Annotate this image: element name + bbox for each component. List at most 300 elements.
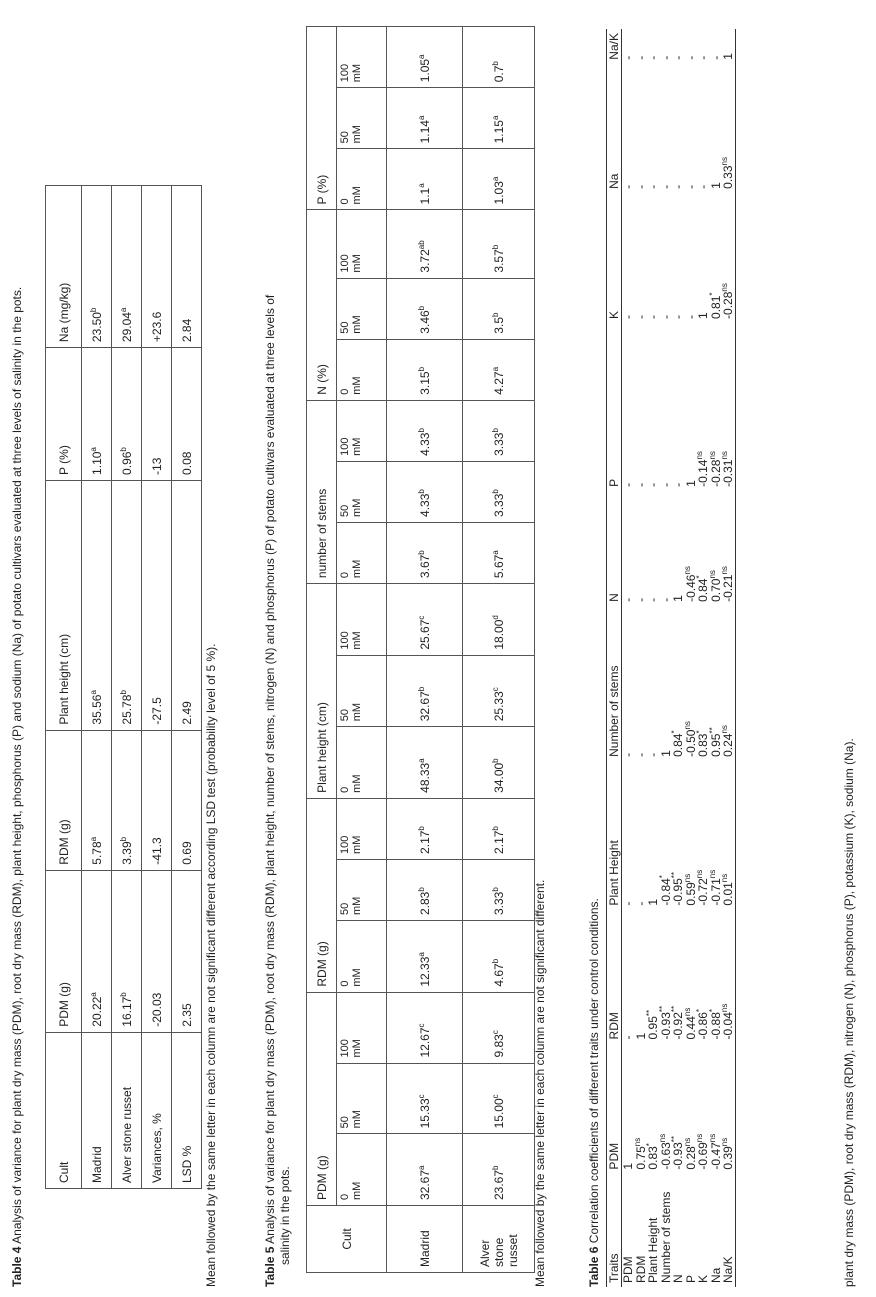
cell-value: -	[683, 314, 698, 319]
cell-superscript: b	[490, 758, 500, 763]
level-unit: mM	[351, 1039, 363, 1058]
table6-cell	[685, 193, 698, 323]
cell-value: -0.84	[658, 878, 673, 906]
table5-cell	[463, 27, 535, 88]
cell-superscript: ns	[657, 1133, 667, 1143]
cell-value: 29.04	[119, 312, 134, 343]
table6-cell	[647, 606, 660, 761]
table4-cell	[142, 730, 172, 870]
level-unit: mM	[351, 63, 363, 83]
table4-cell	[172, 480, 202, 730]
cell-superscript: b	[416, 489, 426, 494]
cell-value: 34.00	[491, 762, 506, 793]
table4-row-label: LSD %	[172, 1032, 202, 1188]
table4-row	[82, 186, 112, 1189]
cell-value: 0.83	[646, 1146, 660, 1170]
table6-cell	[722, 606, 735, 761]
cell-value: 1.1	[417, 187, 432, 205]
table5-level-header	[337, 1063, 387, 1134]
cell-superscript: a	[490, 550, 500, 555]
cell-value: -	[683, 184, 698, 189]
table6-cell	[622, 910, 635, 1044]
cell-value: -	[696, 55, 710, 60]
table5-cell	[387, 859, 463, 920]
cell-value: 23.67	[491, 1169, 506, 1200]
cell-value: -0.72	[696, 878, 710, 906]
cell-superscript: c	[416, 1023, 426, 1028]
cell-value: -	[633, 55, 648, 60]
table5-cell	[463, 921, 535, 993]
cell-superscript: b	[416, 887, 426, 892]
cell-value: 4.33	[417, 432, 432, 456]
level-unit: mM	[351, 315, 363, 334]
table4-cell	[82, 348, 112, 481]
cell-superscript: b	[416, 366, 426, 372]
cell-value: 1	[621, 1162, 635, 1170]
table5-cell	[463, 400, 535, 461]
level-value: 50	[339, 709, 351, 722]
cell-value: -	[671, 184, 685, 189]
table6-row-label: P	[683, 1274, 698, 1283]
cell-superscript: **	[670, 1135, 679, 1143]
table6-cell	[635, 193, 648, 323]
level-unit: mM	[351, 774, 363, 793]
table6-row	[660, 29, 673, 1287]
level-value: 0	[339, 1193, 351, 1200]
cell-value: 0.95	[646, 1016, 660, 1040]
table6-cell	[672, 64, 685, 193]
table6-cell	[697, 64, 710, 193]
table4-header-cell: Cult	[46, 1032, 82, 1188]
table5-cell	[463, 88, 535, 149]
table5-level-header	[337, 584, 387, 656]
level-value: 50	[339, 504, 351, 517]
cell-superscript: c	[490, 1094, 500, 1099]
cell-superscript: ns	[682, 873, 692, 883]
cell-value: 16.17	[119, 996, 134, 1027]
cell-value: -	[658, 55, 673, 60]
cell-value: -0.50	[683, 729, 698, 757]
table4-cell	[112, 348, 142, 481]
cell-value: -	[621, 482, 635, 487]
table6-row	[672, 29, 685, 1287]
table5-caption-line1: Analysis of variance for plant dry mass (PDM), root dry mass (RDM), plant height, number of stems, nitrogen (N) and phosphorus (P) of potato cultivars evaluated at three levels of	[263, 294, 277, 1244]
table6-header-cell: PDM	[607, 1043, 622, 1173]
cell-value: -0.93	[671, 1142, 685, 1170]
table6-row-label: Na/K	[722, 1174, 735, 1287]
cell-value: -	[633, 597, 648, 602]
cell-superscript: a	[490, 176, 500, 182]
table6-row	[622, 29, 635, 1287]
table4-cell	[142, 480, 172, 730]
table4-header-cell: PDM (g)	[46, 870, 82, 1032]
cell-superscript: a	[88, 447, 98, 452]
table4-cell	[82, 480, 112, 730]
cell-value: -0.95	[671, 878, 685, 906]
cell-superscript: *	[695, 730, 704, 734]
cell-value: -	[658, 482, 673, 487]
cell-superscript: b	[118, 992, 128, 997]
cell-value: -0.28	[721, 291, 735, 319]
cell-value: 1	[721, 53, 735, 60]
cell-superscript: a	[490, 115, 500, 121]
table5-caption	[263, 295, 277, 1287]
table5-cell	[463, 727, 535, 799]
table5-group-header: Plant height (cm)	[307, 584, 337, 799]
cell-value: -	[621, 55, 635, 60]
table5-cell	[387, 584, 463, 656]
level-value: 0	[339, 388, 351, 395]
table5-cult-header: Cult	[307, 1206, 387, 1273]
cell-superscript: ns	[682, 1007, 692, 1017]
cell-superscript: b	[118, 447, 128, 452]
cell-value: 2.84	[179, 318, 194, 343]
cell-superscript: ns	[720, 1003, 729, 1013]
cell-value: 9.83	[491, 1034, 506, 1058]
cell-value: -	[646, 314, 660, 319]
cell-value: -	[621, 752, 635, 757]
cell-superscript: ab	[416, 240, 426, 250]
table5-group-header: N (%)	[307, 210, 337, 400]
table5-level-header	[337, 278, 387, 339]
cell-superscript: a	[416, 1165, 426, 1170]
cell-value: 25.67	[417, 619, 432, 650]
table6-cell	[722, 910, 735, 1044]
cell-value: -0.47	[708, 1142, 723, 1170]
cell-superscript: **	[707, 727, 717, 734]
level-value: 100	[339, 1039, 351, 1058]
table5-cell	[387, 339, 463, 400]
table5-group-header: number of stems	[307, 400, 337, 583]
table4-header-cell: Plant height (cm)	[46, 480, 82, 730]
cell-value: -	[621, 1035, 635, 1040]
table6-row-label: PDM	[621, 1256, 635, 1283]
cell-value: -0.04	[721, 1012, 735, 1040]
cell-superscript: c	[490, 1030, 500, 1035]
table5-cell	[387, 522, 463, 583]
table6-cell	[622, 64, 635, 193]
table5	[306, 26, 535, 1273]
cell-value: 3.33	[491, 493, 506, 517]
table5-cell	[387, 921, 463, 993]
table5-group-header: PDM (g)	[307, 992, 337, 1205]
cell-value: 20.22	[89, 996, 104, 1027]
cell-value: 4.33	[417, 493, 432, 517]
cell-value: 3.46	[417, 310, 432, 334]
cell-superscript: b	[118, 690, 128, 695]
table5-cell	[387, 400, 463, 461]
table6-cell	[660, 491, 673, 606]
cell-superscript: ns	[720, 283, 729, 292]
table4-cell	[142, 348, 172, 481]
cell-superscript: **	[645, 1009, 654, 1017]
table6-cell	[622, 491, 635, 606]
cell-superscript: ns	[682, 1137, 692, 1147]
cell-superscript: a	[490, 366, 500, 372]
table4	[45, 185, 202, 1189]
table5-cell	[387, 149, 463, 210]
table6-row-label: Plant Height	[646, 1217, 660, 1283]
table6-cell	[635, 606, 648, 761]
cell-superscript: ns	[707, 451, 717, 460]
cell-superscript: ns	[695, 1133, 704, 1143]
cell-value: -	[633, 901, 648, 906]
table5-cell	[463, 584, 535, 656]
cell-value: -	[633, 184, 648, 189]
table6-header-cell: RDM	[607, 910, 622, 1044]
cell-superscript: b	[490, 61, 500, 66]
cell-value: 2.83	[417, 891, 432, 916]
table6-cell	[647, 491, 660, 606]
table6-cell	[685, 64, 698, 193]
table5-cell	[387, 1063, 463, 1134]
table5-cell	[387, 278, 463, 339]
table5-cell	[387, 727, 463, 799]
cell-value: 3.15	[417, 371, 432, 395]
level-unit: mM	[351, 835, 363, 854]
cell-value: 12.67	[417, 1027, 432, 1058]
table5-level-row	[337, 27, 387, 1273]
table6-row	[697, 29, 710, 1287]
level-unit: mM	[351, 1110, 363, 1129]
cell-value: 1.15	[491, 120, 506, 144]
table6	[606, 29, 736, 1287]
table5-note: Mean followed by the same letter in each column are not significant different.	[533, 879, 547, 1287]
table5-level-header	[337, 210, 387, 278]
table6-cell	[660, 64, 673, 193]
table5-cell	[387, 798, 463, 859]
table6-caption	[587, 898, 601, 1287]
cell-superscript: a	[416, 758, 426, 763]
level-value: 100	[339, 63, 351, 83]
cell-value: 3.33	[491, 432, 506, 456]
table5-cell	[463, 655, 535, 727]
table5-cell	[463, 522, 535, 583]
table4-header-row	[46, 186, 82, 1189]
cell-value: 15.33	[417, 1098, 432, 1129]
cell-superscript: *	[695, 1008, 704, 1013]
cell-superscript: c	[416, 615, 426, 620]
table4-cell	[172, 730, 202, 870]
table6-header-cell: Na	[607, 64, 622, 193]
level-unit: mM	[351, 702, 363, 722]
cell-value: 2.35	[179, 1003, 194, 1027]
cell-value: -	[658, 314, 673, 319]
cell-superscript: ns	[720, 566, 729, 575]
cell-value: 3.33	[491, 891, 506, 916]
cell-superscript: ns	[682, 566, 692, 575]
table4-cell	[172, 348, 202, 481]
table4-cell	[112, 186, 142, 348]
cell-value: 1.14	[417, 120, 432, 144]
cell-superscript: ns	[632, 1137, 642, 1147]
table6-cell	[722, 29, 735, 64]
table4-header-cell: Na (mg/kg)	[46, 186, 82, 348]
table6-row	[710, 29, 723, 1287]
cell-superscript: b	[416, 428, 426, 433]
cell-superscript: ns	[707, 869, 717, 879]
table6-row-label: N	[671, 1274, 685, 1283]
level-unit: mM	[351, 631, 363, 650]
cell-superscript: **	[657, 1005, 667, 1013]
cell-value: -	[633, 482, 648, 487]
level-value: 50	[339, 1116, 351, 1129]
table6-cell	[722, 193, 735, 323]
level-value: 50	[339, 902, 351, 916]
table5-label: Table 5	[263, 1246, 277, 1287]
cell-value: -	[671, 314, 685, 319]
table6-row-label: Number of stems	[658, 1191, 673, 1283]
cell-superscript: *	[645, 1143, 654, 1147]
cell-superscript: a	[416, 54, 426, 59]
cell-value: 1	[696, 312, 710, 319]
table4-row-label: Madrid	[82, 1032, 112, 1188]
cell-superscript: **	[670, 1005, 679, 1013]
table5-cell	[463, 992, 535, 1063]
cell-value: -	[633, 314, 648, 319]
cell-value: 3.5	[491, 317, 506, 334]
cell-value: 4.67	[491, 963, 506, 987]
cell-value: -	[671, 482, 685, 487]
cell-superscript: b	[416, 686, 426, 692]
cell-value: -	[646, 55, 660, 60]
cell-value: 4.27	[491, 371, 506, 395]
cell-value: 0.7	[491, 65, 506, 83]
table5-level-header	[337, 859, 387, 920]
cell-value: 35.56	[89, 694, 104, 725]
table5-cell	[463, 278, 535, 339]
cell-superscript: b	[416, 826, 426, 831]
table6-row	[722, 29, 735, 1287]
level-value: 100	[339, 437, 351, 456]
cell-value: 2.49	[179, 701, 194, 725]
table5-level-header	[337, 461, 387, 522]
level-value: 100	[339, 631, 351, 650]
cell-superscript: ns	[720, 451, 729, 460]
cell-value: -	[658, 184, 673, 189]
level-unit: mM	[351, 968, 363, 987]
cell-value: 3.57	[491, 249, 506, 273]
cell-value: 5.78	[89, 841, 104, 865]
cell-value: 0.33	[721, 165, 735, 189]
cell-superscript: ns	[707, 570, 717, 579]
cell-value: 23.50	[89, 312, 104, 343]
table6-cell	[622, 606, 635, 761]
table5-cell	[463, 859, 535, 920]
table5-caption-line2: salinity in the pots.	[278, 1166, 292, 1265]
level-unit: mM	[351, 1181, 363, 1200]
cell-value: -0.21	[721, 574, 735, 602]
cell-superscript: a	[416, 115, 426, 121]
table6-row	[685, 29, 698, 1287]
cell-superscript: ns	[720, 873, 729, 883]
cell-value: 0.70	[708, 578, 723, 602]
cell-value: -0.92	[671, 1012, 685, 1040]
table4-row-label: Alver stone russet	[112, 1032, 142, 1188]
cell-superscript: a	[118, 307, 128, 313]
cell-value: 0.44	[683, 1016, 698, 1040]
cell-value: 1	[683, 480, 698, 487]
level-unit: mM	[351, 896, 363, 916]
cell-value: 0.59	[683, 882, 698, 906]
level-unit: mM	[351, 376, 363, 395]
table5-cell	[387, 1134, 463, 1206]
cell-value: -0.31	[721, 459, 735, 487]
cell-value: +23.6	[149, 311, 164, 343]
cell-value: -	[671, 55, 685, 60]
cell-superscript: b	[490, 489, 500, 494]
cell-value: 0.69	[179, 841, 194, 865]
cell-value: -	[708, 55, 723, 60]
cell-value: 0.84	[671, 733, 685, 757]
table5-level-header	[337, 798, 387, 859]
cell-value: 1	[633, 1032, 648, 1040]
cell-superscript: d	[490, 615, 500, 620]
cell-superscript: *	[670, 730, 679, 734]
cell-superscript: **	[670, 871, 679, 879]
level-unit: mM	[351, 125, 363, 144]
table5-level-header	[337, 921, 387, 993]
cell-superscript: b	[490, 1165, 500, 1170]
cell-superscript: b	[88, 307, 98, 313]
table5-level-header	[337, 339, 387, 400]
table4-cell	[142, 870, 172, 1032]
cell-superscript: a	[416, 952, 426, 957]
table4-label: Table 4	[10, 1246, 24, 1287]
cell-value: -20.03	[149, 992, 164, 1027]
level-value: 50	[339, 131, 351, 144]
level-unit: mM	[351, 437, 363, 456]
cell-superscript: ns	[695, 869, 704, 879]
level-value: 0	[339, 786, 351, 793]
table5-level-header	[337, 992, 387, 1063]
level-value: 0	[339, 980, 351, 987]
cell-value: -	[646, 184, 660, 189]
table6-cell	[647, 64, 660, 193]
table6-cell	[722, 1043, 735, 1173]
cell-superscript: ns	[707, 1133, 717, 1143]
table5-cell	[387, 27, 463, 88]
table4-cell	[82, 870, 112, 1032]
cell-value: 32.67	[417, 691, 432, 722]
cell-superscript: ns	[720, 1137, 729, 1147]
table4-caption-text: Analysis of variance for plant dry mass (PDM), root dry mass (RDM), plant height, phosphorus (P) and sodium (Na) of potato cultivars evaluated at three levels of salinity in the pots.	[10, 286, 24, 1244]
level-unit: mM	[351, 559, 363, 579]
cell-superscript: b	[490, 826, 500, 831]
cell-value: 5.67	[491, 554, 506, 579]
table6-cell	[672, 323, 685, 491]
level-value: 50	[339, 321, 351, 334]
table5-group-header: P (%)	[307, 27, 337, 210]
table6-cell	[635, 323, 648, 491]
cell-value: 1.05	[417, 58, 432, 83]
table5-row-label: Alver stone russet	[463, 1206, 535, 1273]
table5-row	[387, 27, 463, 1273]
table6-header-cell: Na/K	[607, 29, 622, 64]
cell-value: 0.83	[696, 733, 710, 757]
cell-value: -	[633, 752, 648, 757]
cell-value: 3.39	[119, 841, 134, 865]
cell-value: 2.17	[417, 830, 432, 854]
cell-superscript: ns	[720, 725, 729, 734]
cell-superscript: *	[707, 292, 717, 296]
cell-superscript: b	[416, 550, 426, 555]
table6-row-label: Na	[708, 1267, 723, 1283]
table4-cell	[112, 730, 142, 870]
table5-cell	[463, 149, 535, 210]
cell-value: 0.08	[179, 451, 194, 475]
cell-value: 32.67	[417, 1169, 432, 1200]
